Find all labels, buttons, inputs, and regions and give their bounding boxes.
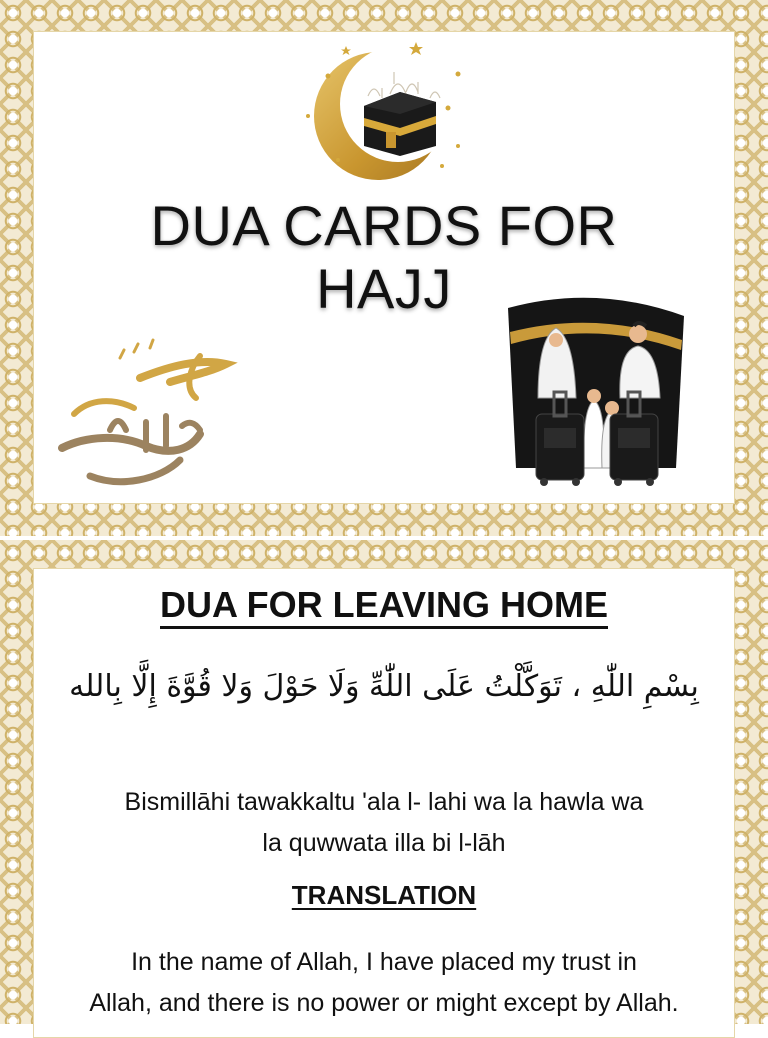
hajj-mabroor-calligraphy-icon xyxy=(50,338,240,488)
translation-heading xyxy=(0,880,768,911)
transliteration-line-1: Bismillāhi tawakkaltu 'ala l- lahi wa la hawla wa xyxy=(124,788,644,816)
dua-heading xyxy=(0,584,768,626)
dua-heading-text: DUA FOR LEAVING HOME xyxy=(160,584,608,629)
kaaba-crescent-moon-icon xyxy=(298,36,472,186)
cover-title-line-1: DUA CARDS FOR xyxy=(150,194,618,257)
translation-heading-text: TRANSLATION xyxy=(291,880,477,910)
cover-title-line-2: HAJJ xyxy=(316,257,452,321)
dua-arabic-text: بِسْمِ اللّٰهِ ، تَوَكَّلْتُ عَلَى اللّٰهِّ وَلَا حَوْلَ وَلا قُوَّةَ إِلَّا بِالله xyxy=(69,669,699,704)
translation-line-2: Allah, and there is no power or might except by Allah. xyxy=(89,989,679,1017)
pilgrim-family-kaaba-icon xyxy=(498,288,694,488)
transliteration-line-2: la quwwata illa bi l-lāh xyxy=(262,829,506,857)
dua-translation xyxy=(30,942,738,1024)
dua-transliteration xyxy=(60,782,708,864)
translation-line-1: In the name of Allah, I have placed my trust in xyxy=(131,948,637,976)
